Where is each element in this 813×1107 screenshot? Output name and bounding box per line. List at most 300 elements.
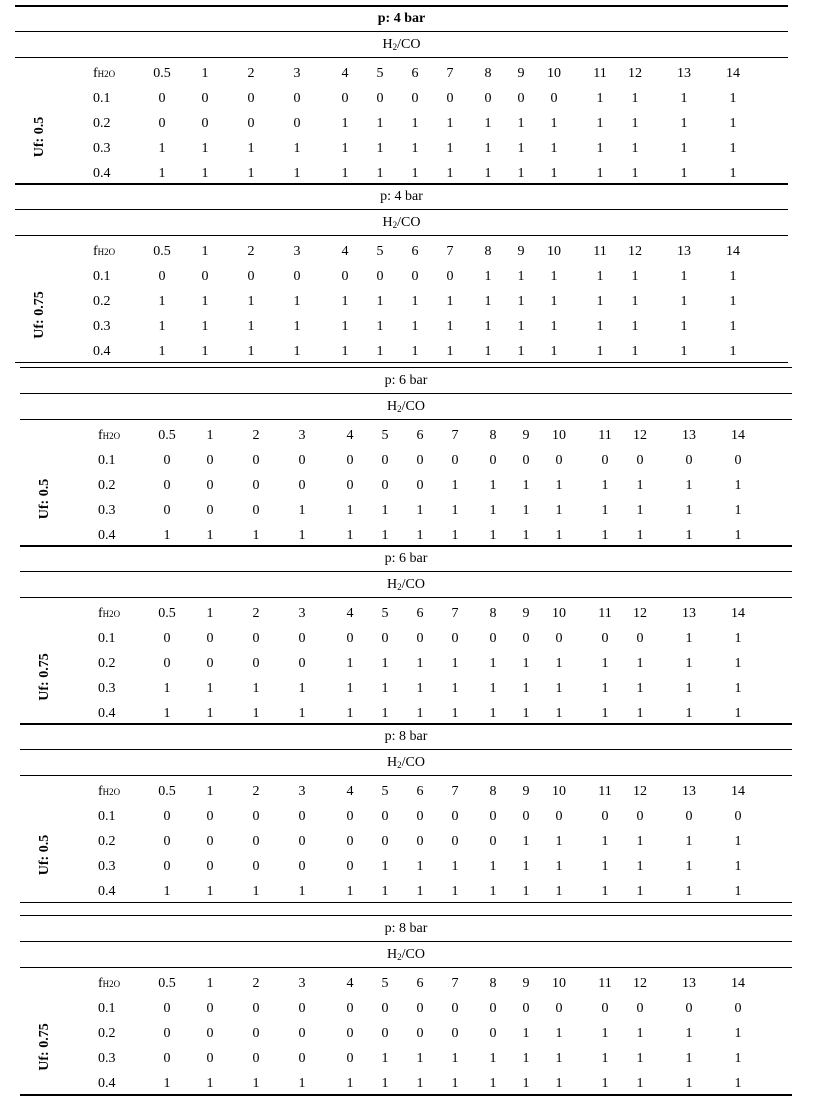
table-cell: 1 <box>376 344 384 359</box>
table-cell: 1 <box>411 294 419 309</box>
table-cell: 0 <box>252 1051 260 1066</box>
table-cell: 0 <box>416 1026 424 1041</box>
table-cell: 0 <box>247 269 255 284</box>
column-header: 0.5 <box>158 976 176 991</box>
fh2o-label <box>98 427 120 445</box>
pressure-rule <box>15 31 788 32</box>
table-cell: 0 <box>346 478 354 493</box>
table-top-rule <box>20 545 792 546</box>
ratio-heading <box>20 576 792 596</box>
ratio-h: H <box>387 755 398 770</box>
table-cell: 1 <box>631 269 639 284</box>
table-cell: 1 <box>206 1076 214 1091</box>
column-header: 2 <box>252 428 260 443</box>
table-cell: 0 <box>252 809 260 824</box>
table-cell: 1 <box>636 681 644 696</box>
table-cell: 0 <box>163 631 171 646</box>
table-cell: 1 <box>550 319 558 334</box>
table-cell: 0 <box>489 834 497 849</box>
row-label: 0.1 <box>93 91 111 106</box>
table-cell: 0 <box>555 631 563 646</box>
table-cell: 1 <box>446 294 454 309</box>
table-cell: 0 <box>446 269 454 284</box>
table-cell: 1 <box>596 116 604 131</box>
table-cell: 0 <box>158 269 166 284</box>
ratio-rule <box>20 967 792 968</box>
fh2o-label <box>98 605 120 623</box>
table-cell: 1 <box>685 528 693 543</box>
table-cell: 1 <box>381 1051 389 1066</box>
column-header: 12 <box>628 66 642 81</box>
ratio-h: H <box>387 577 398 592</box>
table-top-rule <box>15 5 788 7</box>
table-cell: 1 <box>416 706 424 721</box>
fh2o-sub: H2O <box>102 609 121 619</box>
table-bottom-rule <box>20 546 792 547</box>
table-cell: 0 <box>484 91 492 106</box>
table-cell: 0 <box>206 809 214 824</box>
table-cell: 0 <box>381 1026 389 1041</box>
table-cell: 0 <box>555 809 563 824</box>
table-cell: 0 <box>298 478 306 493</box>
table-cell: 1 <box>446 319 454 334</box>
pressure-heading: p: 4 bar <box>380 189 423 204</box>
table-cell: 1 <box>522 681 530 696</box>
row-label: 0.2 <box>98 656 116 671</box>
fh2o-sub: H2O <box>102 431 121 441</box>
table-cell: 1 <box>729 91 737 106</box>
column-header: 11 <box>593 66 607 81</box>
table-cell: 1 <box>489 706 497 721</box>
column-header: 10 <box>552 976 566 991</box>
table-cell: 1 <box>522 1026 530 1041</box>
table-cell: 0 <box>293 116 301 131</box>
table-cell: 0 <box>376 269 384 284</box>
table-cell: 0 <box>201 91 209 106</box>
fh2o-f: f <box>93 244 98 259</box>
table-cell: 1 <box>680 344 688 359</box>
table-cell: 1 <box>446 116 454 131</box>
table-cell: 1 <box>411 319 419 334</box>
fh2o-sub: H2O <box>97 247 116 257</box>
table-cell: 0 <box>158 91 166 106</box>
table-cell: 1 <box>550 116 558 131</box>
fh2o-label <box>93 243 115 261</box>
table-cell: 1 <box>550 141 558 156</box>
table-top-rule <box>20 915 792 916</box>
ratio-rule <box>15 235 788 236</box>
table-cell: 0 <box>416 834 424 849</box>
pressure-rule <box>20 571 792 572</box>
table-cell: 0 <box>252 503 260 518</box>
column-header: 6 <box>416 428 424 443</box>
column-header: 8 <box>489 976 497 991</box>
column-header: 5 <box>381 606 389 621</box>
ratio-sub: 2 <box>392 42 398 52</box>
column-header: 11 <box>598 784 612 799</box>
table-cell: 1 <box>346 1076 354 1091</box>
table-cell: 1 <box>446 141 454 156</box>
uf-label: Uf: 0.75 <box>32 290 47 339</box>
table-cell: 1 <box>163 681 171 696</box>
table-cell: 1 <box>734 656 742 671</box>
table-cell: 1 <box>596 269 604 284</box>
ratio-tail: /CO <box>401 577 425 592</box>
ratio-tail: /CO <box>401 947 425 962</box>
table-cell: 0 <box>550 91 558 106</box>
row-label: 0.2 <box>93 116 111 131</box>
table-cell: 1 <box>298 681 306 696</box>
column-header: 7 <box>451 784 459 799</box>
table-cell: 0 <box>298 453 306 468</box>
table-cell: 0 <box>601 453 609 468</box>
table-bottom-rule <box>15 184 788 185</box>
column-header: 8 <box>489 606 497 621</box>
table-cell: 0 <box>252 453 260 468</box>
ratio-rule <box>20 775 792 776</box>
table-cell: 1 <box>601 681 609 696</box>
table-cell: 1 <box>636 1076 644 1091</box>
table-cell: 0 <box>163 834 171 849</box>
table-cell: 1 <box>555 1051 563 1066</box>
row-label: 0.2 <box>98 834 116 849</box>
table-cell: 1 <box>381 503 389 518</box>
table-cell: 1 <box>522 503 530 518</box>
table-cell: 0 <box>252 478 260 493</box>
pressure-heading: p: 4 bar <box>377 11 426 26</box>
table-cell: 1 <box>680 319 688 334</box>
table-cell: 1 <box>293 344 301 359</box>
table-cell: 1 <box>734 706 742 721</box>
column-header: 11 <box>598 428 612 443</box>
table-cell: 1 <box>206 884 214 899</box>
table-bottom-rule <box>20 902 792 903</box>
row-label: 0.3 <box>93 319 111 334</box>
table-cell: 1 <box>555 1026 563 1041</box>
table-cell: 0 <box>163 453 171 468</box>
table-cell: 1 <box>734 834 742 849</box>
table-cell: 1 <box>158 319 166 334</box>
column-header: 6 <box>416 606 424 621</box>
table-cell: 1 <box>596 344 604 359</box>
table-cell: 0 <box>734 453 742 468</box>
table-cell: 0 <box>555 453 563 468</box>
row-label: 0.1 <box>93 269 111 284</box>
table-cell: 1 <box>376 319 384 334</box>
column-header: 3 <box>298 606 306 621</box>
table-cell: 1 <box>729 344 737 359</box>
table-cell: 1 <box>293 294 301 309</box>
column-header: 12 <box>633 606 647 621</box>
table-cell: 1 <box>729 269 737 284</box>
table-cell: 1 <box>298 706 306 721</box>
table-cell: 0 <box>416 478 424 493</box>
table-cell: 0 <box>346 834 354 849</box>
row-label: 0.3 <box>98 1051 116 1066</box>
table-cell: 1 <box>381 681 389 696</box>
column-header: 2 <box>252 606 260 621</box>
ratio-sub: 2 <box>397 404 402 414</box>
table-cell: 0 <box>346 453 354 468</box>
table-cell: 1 <box>631 344 639 359</box>
table-cell: 1 <box>734 1051 742 1066</box>
column-header: 1 <box>206 606 214 621</box>
ratio-heading <box>20 946 792 966</box>
column-header: 13 <box>682 784 696 799</box>
table-cell: 1 <box>484 269 492 284</box>
table-cell: 0 <box>411 91 419 106</box>
table-cell: 0 <box>206 631 214 646</box>
table-cell: 1 <box>158 166 166 181</box>
column-header: 3 <box>298 976 306 991</box>
column-header: 4 <box>341 66 349 81</box>
column-header: 0.5 <box>153 66 171 81</box>
table-cell: 0 <box>163 656 171 671</box>
table-bottom-rule <box>20 724 792 725</box>
table-cell: 1 <box>451 528 459 543</box>
table-cell: 1 <box>416 656 424 671</box>
column-header: 11 <box>598 976 612 991</box>
table-cell: 1 <box>411 344 419 359</box>
table-cell: 0 <box>416 453 424 468</box>
column-header: 4 <box>346 784 354 799</box>
table-cell: 0 <box>451 809 459 824</box>
table-cell: 0 <box>293 269 301 284</box>
table-cell: 0 <box>451 631 459 646</box>
column-header: 13 <box>682 606 696 621</box>
table-cell: 0 <box>252 656 260 671</box>
table-cell: 0 <box>201 269 209 284</box>
table-cell: 0 <box>298 1001 306 1016</box>
table-cell: 1 <box>685 1026 693 1041</box>
table-cell: 0 <box>158 116 166 131</box>
column-header: 7 <box>451 606 459 621</box>
table-cell: 1 <box>247 319 255 334</box>
column-header: 8 <box>489 784 497 799</box>
table-cell: 1 <box>601 834 609 849</box>
table-cell: 1 <box>601 1076 609 1091</box>
table-cell: 0 <box>381 834 389 849</box>
ratio-tail: /CO <box>397 37 421 52</box>
table-cell: 0 <box>163 478 171 493</box>
table-cell: 0 <box>346 1001 354 1016</box>
column-header: 10 <box>547 66 561 81</box>
table-cell: 0 <box>489 809 497 824</box>
table-cell: 1 <box>489 859 497 874</box>
table-cell: 0 <box>163 1051 171 1066</box>
table-cell: 1 <box>451 478 459 493</box>
table-cell: 1 <box>636 1051 644 1066</box>
table-cell: 1 <box>680 116 688 131</box>
column-header: 10 <box>552 784 566 799</box>
table-cell: 0 <box>451 1001 459 1016</box>
column-header: 12 <box>628 244 642 259</box>
table-top-rule <box>20 367 792 368</box>
table-cell: 1 <box>555 859 563 874</box>
table-cell: 0 <box>685 1001 693 1016</box>
ratio-sub: 2 <box>397 760 402 770</box>
column-header: 1 <box>206 784 214 799</box>
column-header: 12 <box>633 784 647 799</box>
column-header: 1 <box>206 428 214 443</box>
table-cell: 0 <box>247 91 255 106</box>
table-cell: 1 <box>522 884 530 899</box>
column-header: 9 <box>522 428 530 443</box>
table-cell: 1 <box>685 503 693 518</box>
table-cell: 0 <box>252 1001 260 1016</box>
table-cell: 0 <box>522 453 530 468</box>
table-cell: 1 <box>252 706 260 721</box>
uf-label: Uf: 0.5 <box>37 478 52 519</box>
table-cell: 0 <box>636 809 644 824</box>
table-cell: 1 <box>206 681 214 696</box>
column-header: 8 <box>484 244 492 259</box>
row-label: 0.4 <box>93 344 111 359</box>
table-cell: 1 <box>484 294 492 309</box>
table-cell: 1 <box>685 656 693 671</box>
table-cell: 1 <box>411 141 419 156</box>
table-cell: 1 <box>381 884 389 899</box>
column-header: 7 <box>446 244 454 259</box>
table-cell: 1 <box>555 681 563 696</box>
table-cell: 0 <box>341 269 349 284</box>
table-cell: 1 <box>596 294 604 309</box>
table-cell: 1 <box>729 141 737 156</box>
table-cell: 1 <box>636 859 644 874</box>
column-header: 7 <box>451 976 459 991</box>
table-cell: 1 <box>411 166 419 181</box>
table-cell: 1 <box>247 294 255 309</box>
uf-label: Uf: 0.5 <box>32 116 47 157</box>
table-cell: 0 <box>163 1001 171 1016</box>
ratio-h: H <box>382 37 393 52</box>
table-cell: 1 <box>346 706 354 721</box>
column-header: 6 <box>411 66 419 81</box>
table-cell: 0 <box>206 834 214 849</box>
table-cell: 0 <box>489 453 497 468</box>
table-cell: 1 <box>550 294 558 309</box>
table-cell: 0 <box>346 809 354 824</box>
table-cell: 0 <box>685 453 693 468</box>
table-cell: 1 <box>522 528 530 543</box>
table-cell: 1 <box>341 294 349 309</box>
row-label: 0.4 <box>98 528 116 543</box>
table-cell: 1 <box>201 166 209 181</box>
table-cell: 1 <box>601 859 609 874</box>
fh2o-sub: H2O <box>102 787 121 797</box>
table-cell: 1 <box>636 478 644 493</box>
table-cell: 1 <box>201 141 209 156</box>
table-cell: 0 <box>206 503 214 518</box>
fh2o-f: f <box>93 66 98 81</box>
column-header: 11 <box>598 606 612 621</box>
table-cell: 1 <box>522 859 530 874</box>
table-cell: 0 <box>346 1051 354 1066</box>
table-cell: 1 <box>252 681 260 696</box>
table-cell: 1 <box>446 344 454 359</box>
table-cell: 1 <box>517 269 525 284</box>
row-label: 0.2 <box>98 1026 116 1041</box>
table-cell: 1 <box>484 116 492 131</box>
table-cell: 1 <box>416 884 424 899</box>
table-cell: 1 <box>411 116 419 131</box>
table-cell: 0 <box>381 453 389 468</box>
row-label: 0.4 <box>93 166 111 181</box>
column-header: 2 <box>252 976 260 991</box>
table-cell: 0 <box>298 656 306 671</box>
table-cell: 1 <box>685 1051 693 1066</box>
table-cell: 0 <box>206 453 214 468</box>
table-cell: 1 <box>298 884 306 899</box>
table-cell: 1 <box>163 528 171 543</box>
table-cell: 1 <box>550 166 558 181</box>
column-header: 13 <box>677 244 691 259</box>
table-cell: 1 <box>416 1051 424 1066</box>
column-header: 5 <box>381 784 389 799</box>
table-cell: 1 <box>293 319 301 334</box>
table-cell: 1 <box>298 503 306 518</box>
pressure-heading: p: 6 bar <box>384 551 428 566</box>
table-cell: 0 <box>346 631 354 646</box>
table-cell: 1 <box>685 681 693 696</box>
table-cell: 0 <box>298 809 306 824</box>
table-cell: 1 <box>346 503 354 518</box>
table-cell: 1 <box>555 503 563 518</box>
ratio-rule <box>15 57 788 58</box>
column-header: 7 <box>451 428 459 443</box>
table-cell: 0 <box>555 1001 563 1016</box>
fh2o-label <box>93 65 115 83</box>
table-cell: 0 <box>489 1001 497 1016</box>
table-cell: 1 <box>631 294 639 309</box>
ratio-tail: /CO <box>397 215 421 230</box>
column-header: 14 <box>731 606 745 621</box>
ratio-heading <box>20 754 792 774</box>
table-cell: 0 <box>601 1001 609 1016</box>
table-cell: 0 <box>163 503 171 518</box>
column-header: 12 <box>633 428 647 443</box>
table-cell: 1 <box>376 141 384 156</box>
table-cell: 0 <box>416 631 424 646</box>
fh2o-f: f <box>98 428 103 443</box>
table-cell: 1 <box>376 166 384 181</box>
table-cell: 0 <box>451 834 459 849</box>
table-cell: 1 <box>734 1076 742 1091</box>
pressure-rule <box>15 209 788 210</box>
table-cell: 1 <box>685 884 693 899</box>
row-label: 0.1 <box>98 809 116 824</box>
table-cell: 1 <box>293 166 301 181</box>
table-cell: 0 <box>206 1001 214 1016</box>
table-cell: 0 <box>206 478 214 493</box>
table-cell: 1 <box>601 1051 609 1066</box>
table-cell: 0 <box>601 631 609 646</box>
table-cell: 1 <box>680 294 688 309</box>
table-cell: 1 <box>346 884 354 899</box>
row-label: 0.3 <box>98 859 116 874</box>
table-cell: 0 <box>489 631 497 646</box>
table-cell: 0 <box>298 1051 306 1066</box>
table-cell: 0 <box>252 834 260 849</box>
table-cell: 1 <box>680 141 688 156</box>
column-header: 5 <box>381 428 389 443</box>
pressure-heading: p: 8 bar <box>384 921 428 936</box>
table-cell: 1 <box>636 1026 644 1041</box>
table-cell: 1 <box>636 503 644 518</box>
column-header: 14 <box>731 784 745 799</box>
table-cell: 1 <box>416 528 424 543</box>
fh2o-label <box>98 783 120 801</box>
